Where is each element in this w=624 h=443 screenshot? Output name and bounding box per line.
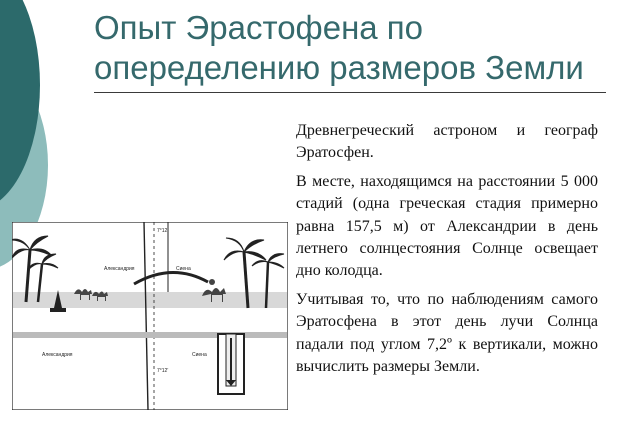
label-syene-top: Сиена xyxy=(176,266,191,272)
well-icon xyxy=(218,334,244,394)
label-syene-bottom: Сиена xyxy=(192,352,207,358)
ground-bottom xyxy=(13,332,287,338)
title-divider xyxy=(94,92,606,93)
paragraph-location: В месте, находящимся на расстоянии 5 000 стадий (одна греческая стадия примерно равна 157,5 м) от Александрии в день летнего солнцестояния Солнце освещает дно колодца. xyxy=(296,172,598,280)
slide-title xyxy=(94,8,614,88)
eratosthenes-diagram xyxy=(12,222,288,410)
angle-label-top: 7°12' xyxy=(157,228,169,234)
label-alexandria-bottom: Александрия xyxy=(42,352,73,358)
slide-title-line2: опеределению размеров Земли xyxy=(94,49,584,86)
angle-label-bottom: 7°12' xyxy=(157,368,169,374)
slide-body xyxy=(296,120,598,384)
slide-title-line1: Опыт Эрастофена по xyxy=(94,9,424,46)
paragraph-conclusion: Учитывая то, что по наблюдениям самого Эратосфена в этот день лучи Солнца падали под углом 7,2º к вертикали, можно вычислить размеры Земли. xyxy=(296,290,598,376)
paragraph-intro: Древнегреческий астроном и географ Эратосфен. xyxy=(296,122,598,162)
label-alexandria-top: Александрия xyxy=(104,266,135,272)
